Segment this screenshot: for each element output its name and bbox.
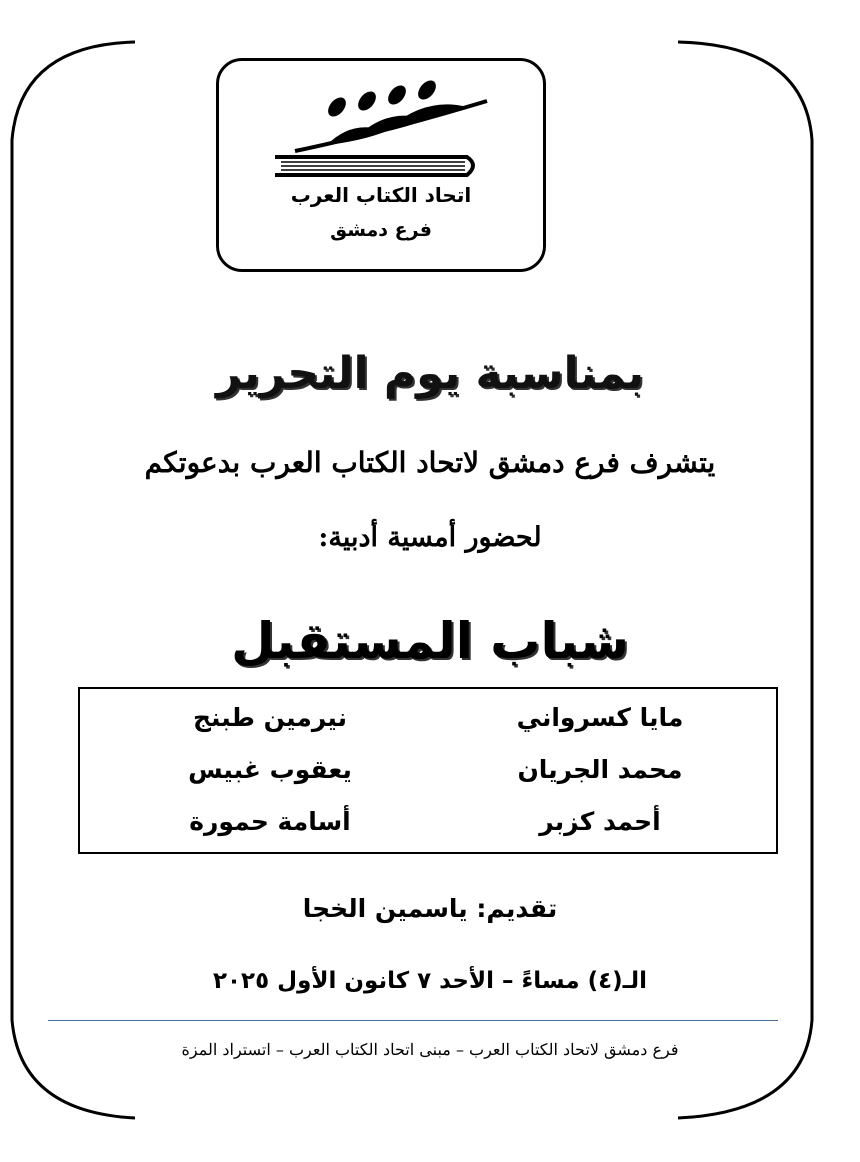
attend-text: لحضور أمسية أدبية: bbox=[318, 522, 542, 553]
presenter-text: تقديم: ياسمين الخجا bbox=[302, 894, 558, 923]
participant-name: أسامة حمورة bbox=[189, 807, 351, 836]
union-logo bbox=[216, 58, 546, 272]
event-title: شباب المستقبل bbox=[231, 612, 629, 670]
invitation-text: يتشرف فرع دمشق لاتحاد الكتاب العرب بدعوتكم bbox=[144, 446, 716, 479]
divider bbox=[48, 1020, 778, 1021]
participant-name: أحمد كزبر bbox=[539, 807, 661, 836]
event-address: فرع دمشق لاتحاد الكتاب العرب – مبنى اتحاد الكتاب العرب – اتستراد المزة bbox=[181, 1040, 679, 1059]
participant-name: نيرمين طبنج bbox=[192, 703, 347, 732]
participants-box bbox=[78, 687, 778, 854]
participant-name: محمد الجريان bbox=[517, 755, 683, 784]
event-datetime: الـ(٤) مساءً – الأحد ٧ كانون الأول ٢٠٢٥ bbox=[212, 968, 648, 994]
participant-name: مايا كسرواني bbox=[516, 703, 684, 732]
logo-branch-name: فرع دمشق bbox=[330, 219, 432, 241]
quill-on-book-icon bbox=[267, 79, 497, 189]
occasion-heading: بمناسبة يوم التحرير bbox=[216, 348, 644, 399]
logo-org-name: اتحاد الكتاب العرب bbox=[290, 183, 472, 207]
participant-name: يعقوب غبيس bbox=[188, 755, 352, 784]
